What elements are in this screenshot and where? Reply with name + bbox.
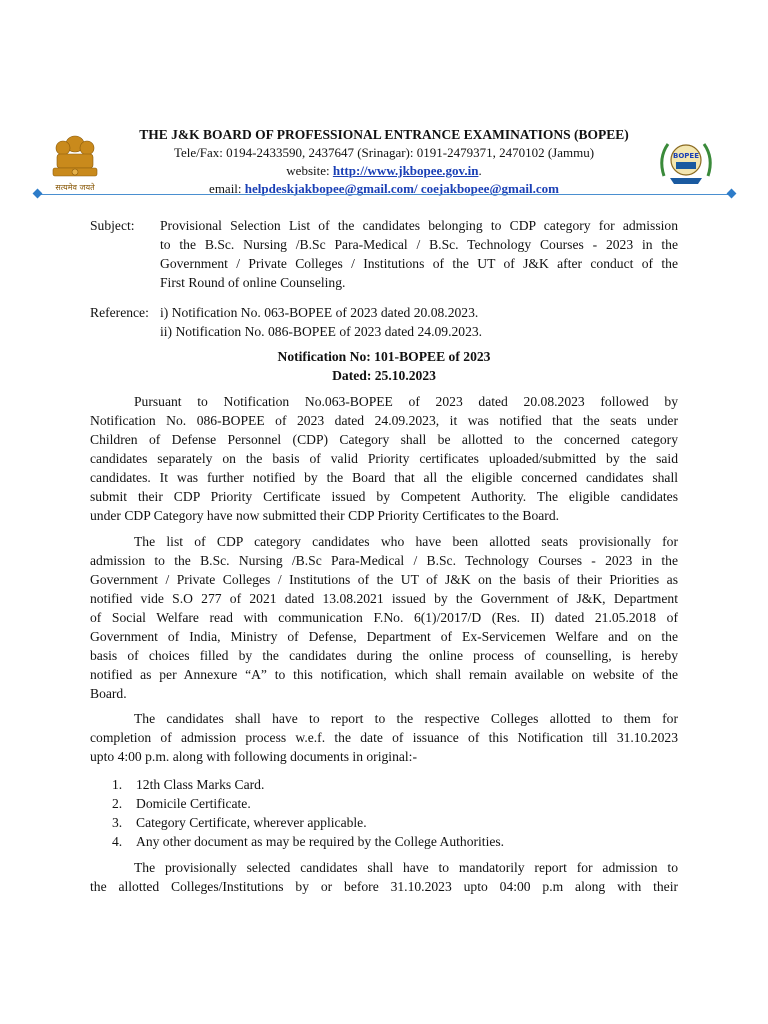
reference-item: i) Notification No. 063-BOPEE of 2023 dated 20.08.2023. [160, 305, 479, 320]
list-number: 1. [112, 777, 123, 792]
paragraph-line: under CDP Category have now submitted their CDP Priority Certificates to the Board. [90, 508, 560, 523]
paragraph-line: the allotted Colleges/Institutions by or before 31.10.2023 upto 04:00 p.m along with their [90, 879, 678, 894]
paragraph-line: submit their CDP Priority Certificate issued by Competent Authority. The eligible candidates [90, 489, 678, 504]
paragraph-line: of Social Welfare read with communication F.No. 6(1)/2017/D (Res. II) dated 21.05.2018 of [90, 610, 678, 625]
letterhead [0, 126, 768, 198]
list-item [112, 832, 504, 851]
logo-text: BOPEE [673, 152, 699, 160]
paragraph-line: Notification No. 086-BOPEE of 2023 dated 24.09.2023, it was notified that the seats under [90, 413, 678, 428]
subject-line: Provisional Selection List of the candidates belonging to CDP category for admission [160, 218, 678, 233]
list-text: 12th Class Marks Card. [136, 777, 265, 792]
paragraph-line: admission to the B.Sc. Nursing /B.Sc Para-Medical / B.Sc. Technology Courses - 2023 in the [90, 553, 678, 568]
organization-name: THE J&K BOARD OF PROFESSIONAL ENTRANCE EXAMINATIONS (BOPEE) [139, 127, 629, 142]
paragraph-line: upto 4:00 p.m. along with following documents in original:- [90, 749, 417, 764]
email-label: email: [209, 181, 245, 196]
documents-list [112, 775, 504, 851]
notification-date: Dated: 25.10.2023 [332, 368, 436, 383]
header-divider [40, 194, 730, 195]
paragraph-line: notified vide S.O 277 of 2021 dated 13.08.2021 issued by the Government of J&K, Department [90, 591, 678, 606]
paragraph-3 [90, 709, 678, 766]
email-link[interactable]: helpdeskjakbopee@gmail.com/ coejakbopee@gmail.com [244, 181, 559, 196]
reference-label: Reference: [90, 305, 149, 320]
subject-label: Subject: [90, 218, 135, 233]
paragraph-line: candidates. It was further notified by the Board that all the eligible concerned candidates shall [90, 470, 678, 485]
website-label: website: [286, 163, 333, 178]
subject-line: Government / Private Colleges / Institutions of the UT of J&K after conduct of the [160, 256, 678, 271]
paragraph-line: Board. [90, 686, 127, 701]
paragraph-line: candidates separately on the basis of valid Priority certificates uploaded/submitted by the said [90, 451, 678, 466]
notification-number: Notification No: 101-BOPEE of 2023 [277, 349, 491, 364]
paragraph-line: Government / Private Colleges / Institutions of the UT of J&K on the basis of their Priorities as [90, 572, 678, 587]
list-number: 4. [112, 834, 123, 849]
paragraph-2 [90, 532, 678, 703]
paragraph-line: completion of admission process w.e.f. the date of issuance of this Notification till 31.10.2023 [90, 730, 678, 745]
paragraph-line: Government of India, Ministry of Defense, Department of Ex-Servicemen Welfare and on the [90, 629, 678, 644]
email-line [0, 180, 768, 198]
list-item [112, 775, 504, 794]
reference-item: ii) Notification No. 086-BOPEE of 2023 dated 24.09.2023. [160, 324, 483, 339]
paragraph-1 [90, 392, 678, 525]
website-link[interactable]: http://www.jkbopee.gov.in [332, 163, 479, 178]
paragraph-line: Children of Defense Personnel (CDP) Category shall be allotted to the concerned category [90, 432, 678, 447]
list-text: Any other document as may be required by the College Authorities. [136, 834, 505, 849]
subject-text [160, 216, 678, 292]
emblem-motto: सत्यमेव जयते [55, 183, 95, 192]
paragraph-line: notified as per Annexure “A” to this notification, which shall remain available on website of the [90, 667, 678, 682]
paragraph-line: basis of choices filled by the candidates during the online process of counselling, is hereby [90, 648, 678, 663]
notification-heading [0, 347, 768, 385]
list-item [112, 794, 504, 813]
paragraph-line: The candidates shall have to report to the respective Colleges allotted to them for [134, 711, 678, 726]
list-number: 3. [112, 815, 123, 830]
contact-phone: Tele/Fax: 0194-2433590, 2437647 (Srinagar): 0191-2479371, 2470102 (Jammu) [173, 145, 595, 160]
website-line: website: http://www.jkbopee.gov.in. [286, 163, 482, 178]
paragraph-line: Pursuant to Notification No.063-BOPEE of 2023 dated 20.08.2023 followed by [134, 394, 678, 409]
list-number: 2. [112, 796, 123, 811]
list-item [112, 813, 504, 832]
paragraph-line: The list of CDP category candidates who have been allotted seats provisionally for [134, 534, 678, 549]
subject-line: First Round of online Counseling. [160, 275, 346, 290]
paragraph-line: The provisionally selected candidates shall have to mandatorily report for admission to [134, 860, 678, 875]
paragraph-4 [90, 858, 678, 896]
subject-line: to the B.Sc. Nursing /B.Sc Para-Medical / B.Sc. Technology Courses - 2023 in the [160, 237, 678, 252]
list-text: Category Certificate, wherever applicable. [136, 815, 367, 830]
list-text: Domicile Certificate. [136, 796, 251, 811]
